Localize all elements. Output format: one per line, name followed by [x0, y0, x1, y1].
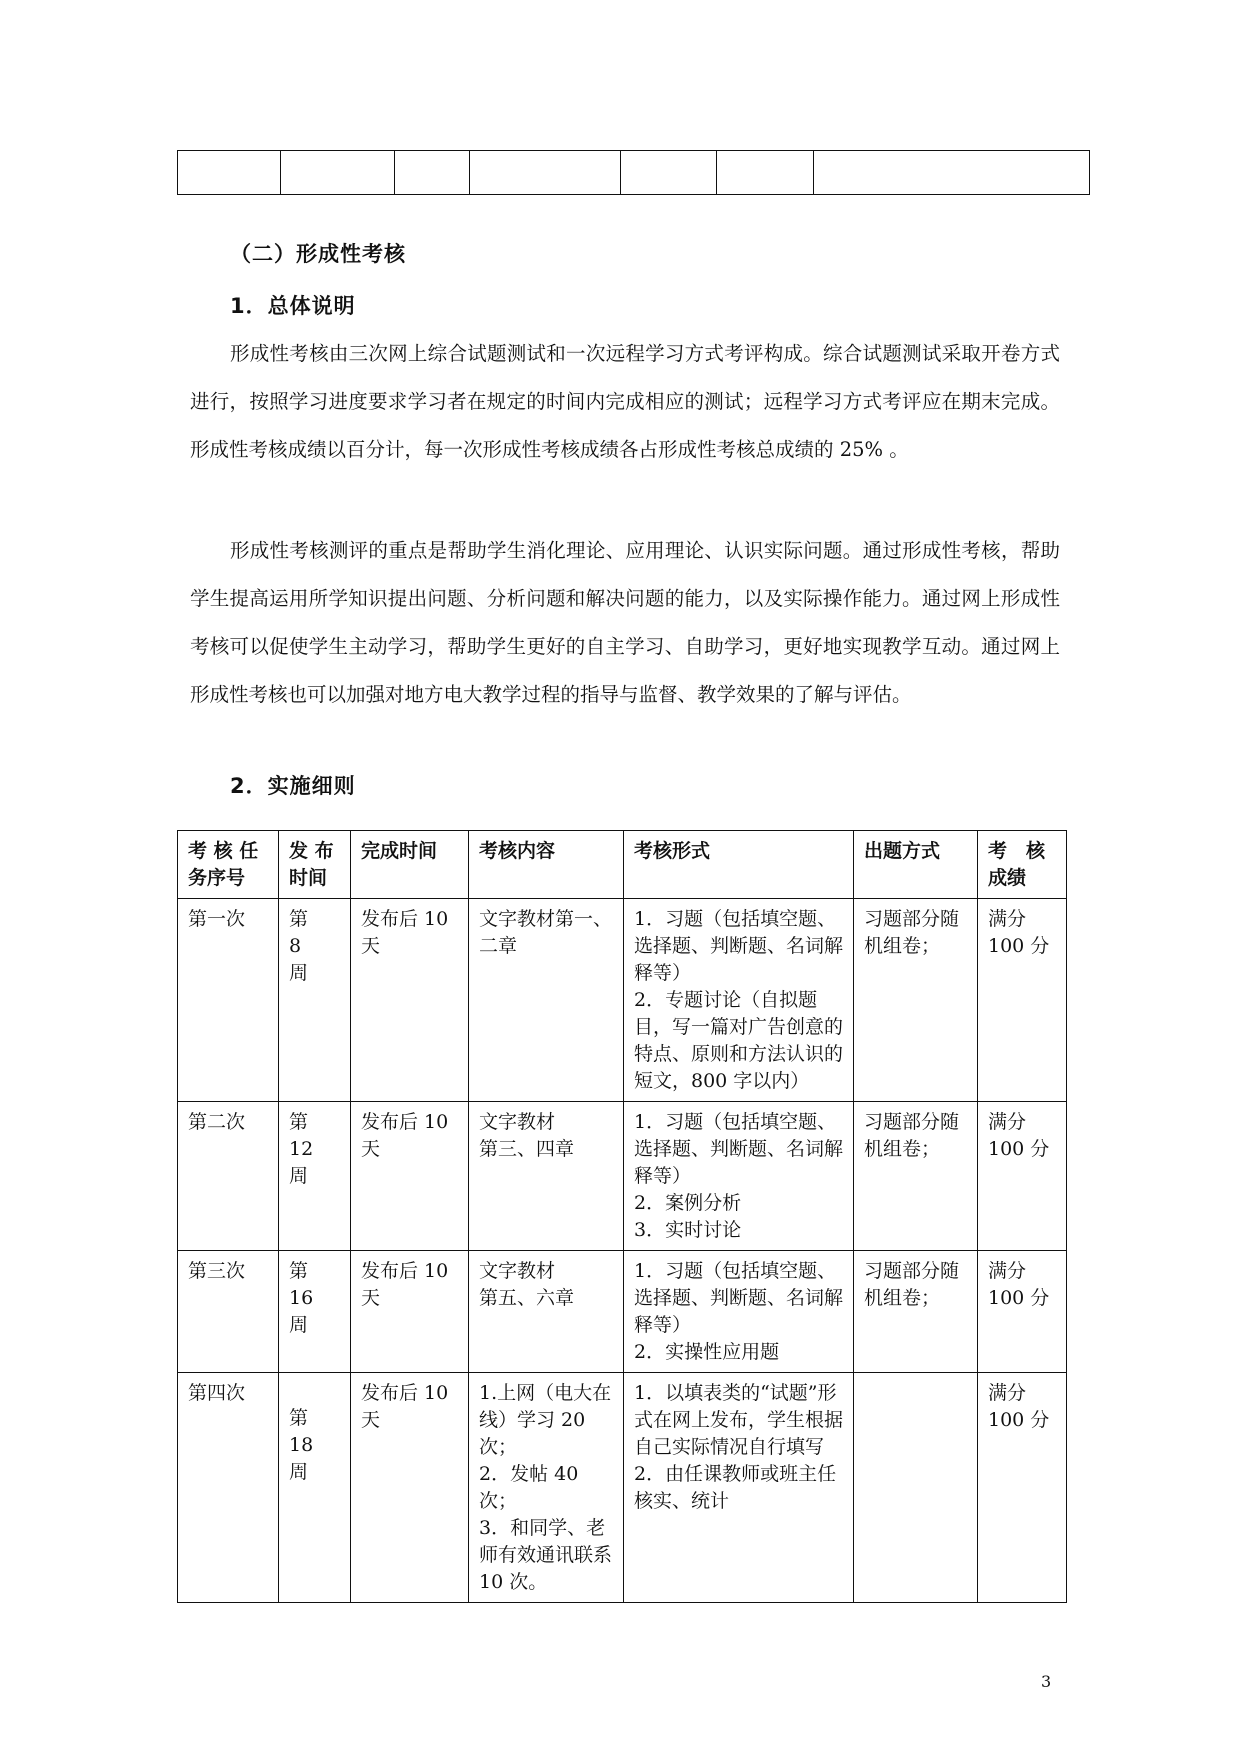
cell-seq: 第一次 — [178, 899, 279, 1102]
cell-deadline: 发布后 10 天 — [351, 1373, 469, 1603]
cell-content — [469, 1251, 624, 1373]
cell-method: 习题部分随机组卷； — [854, 1251, 978, 1373]
cell-content-line: 文字教材第一、二章 — [479, 908, 613, 957]
subsection-title-rules: 2．实施细则 — [230, 774, 356, 798]
cell-score: 满分 100 分 — [978, 1102, 1067, 1251]
cell-seq: 第四次 — [178, 1373, 279, 1603]
cell-form-line: 3．实时讨论 — [634, 1219, 742, 1241]
cell-publish-line: 周 — [289, 1461, 309, 1483]
cell-form — [624, 1251, 854, 1373]
paragraph-overview: 形成性考核由三次网上综合试题测试和一次远程学习方式考评构成。综合试题测试采取开卷方式进行，按照学习进度要求学习者在规定的时间内完成相应的测试；远程学习方式考评应在期末完成。形成性考核成绩以百分计，每一次形成性考核成绩各占形成性考核总成绩的 25% 。 — [190, 342, 1060, 461]
table-row — [178, 1102, 1067, 1251]
cell-form-line: 2．实操性应用题 — [634, 1341, 780, 1363]
cell-method — [854, 1373, 978, 1603]
section-title: （二）形成性考核 — [230, 242, 406, 266]
cell-form-line: 1．习题（包括填空题、选择题、判断题、名词解释等） — [634, 908, 844, 984]
cell-form-line: 2．专题讨论（自拟题目，写一篇对广告创意的特点、原则和方法认识的短文，800 字以内） — [634, 989, 844, 1092]
table-cell — [717, 151, 814, 195]
table-row — [178, 899, 1067, 1102]
cell-publish-line: 周 — [289, 1165, 309, 1187]
table-row — [178, 151, 1090, 195]
page-number: 3 — [1041, 1672, 1052, 1691]
column-header: 考核形式 — [624, 831, 854, 899]
subsection-title-overview: 1．总体说明 — [230, 294, 356, 318]
cell-seq: 第三次 — [178, 1251, 279, 1373]
assessment-table — [177, 830, 1067, 1603]
cell-form-line: 2．案例分析 — [634, 1192, 742, 1214]
cell-publish — [279, 899, 351, 1102]
cell-deadline: 发布后 10 天 — [351, 1251, 469, 1373]
cell-deadline: 发布后 10 天 — [351, 1102, 469, 1251]
cell-score: 满分 100 分 — [978, 899, 1067, 1102]
cell-content-line: 2．发帖 40 次； — [479, 1463, 579, 1512]
table-cell — [281, 151, 395, 195]
cell-form-line: 1．以填表类的“试题”形式在网上发布，学生根据自己实际情况自行填写 — [634, 1382, 844, 1458]
cell-publish-line: 18 — [289, 1434, 314, 1456]
cell-deadline: 发布后 10 天 — [351, 899, 469, 1102]
paragraph-focus: 形成性考核测评的重点是帮助学生消化理论、应用理论、认识实际问题。通过形成性考核，帮助学生提高运用所学知识提出问题、分析问题和解决问题的能力，以及实际操作能力。通过网上形成性考核可以促使学生主动学习，帮助学生更好的自主学习、自助学习，更好地实现教学互动。通过网上形成性考核也可以加强对地方电大教学过程的指导与监督、教学效果的了解与评估。 — [190, 539, 1060, 706]
table-row — [178, 1251, 1067, 1373]
table-cell — [470, 151, 621, 195]
column-header: 发 布时间 — [279, 831, 351, 899]
cell-content — [469, 1373, 624, 1603]
cell-content-line: 1.上网（电大在线）学习 20 次； — [479, 1382, 612, 1458]
cell-form-line: 1．习题（包括填空题、选择题、判断题、名词解释等） — [634, 1111, 844, 1187]
cell-publish-line: 第 — [289, 1407, 309, 1429]
table-header-row — [178, 831, 1067, 899]
cell-content-line: 3．和同学、老师有效通讯联系 10 次。 — [479, 1517, 613, 1593]
cell-content-line: 文字教材 — [479, 1260, 556, 1282]
cell-publish-line: 周 — [289, 1314, 309, 1336]
table-body — [178, 899, 1067, 1603]
cell-content-line: 文字教材 — [479, 1111, 556, 1133]
cell-form-line: 1．习题（包括填空题、选择题、判断题、名词解释等） — [634, 1260, 844, 1336]
cell-publish-line: 8 — [289, 935, 302, 957]
cell-publish-line: 第 — [289, 1111, 309, 1133]
column-header: 出题方式 — [854, 831, 978, 899]
column-header: 完成时间 — [351, 831, 469, 899]
cell-publish-line: 16 — [289, 1287, 314, 1309]
cell-form — [624, 899, 854, 1102]
cell-method: 习题部分随机组卷； — [854, 1102, 978, 1251]
column-header: 考 核 任务序号 — [178, 831, 279, 899]
cell-publish-line: 第 — [289, 1260, 309, 1282]
cell-form — [624, 1102, 854, 1251]
cell-publish-line: 第 — [289, 908, 309, 930]
cell-score: 满分 100 分 — [978, 1251, 1067, 1373]
table-cell — [395, 151, 470, 195]
cell-score: 满分 100 分 — [978, 1373, 1067, 1603]
cell-content-line: 第五、六章 — [479, 1287, 575, 1309]
table-cell — [178, 151, 281, 195]
cell-publish — [279, 1102, 351, 1251]
table-cell — [814, 151, 1090, 195]
cell-publish-line: 12 — [289, 1138, 314, 1160]
cell-content — [469, 899, 624, 1102]
cell-method: 习题部分随机组卷； — [854, 899, 978, 1102]
top-table-fragment — [177, 150, 1090, 195]
column-header: 考 核成绩 — [978, 831, 1067, 899]
table-cell — [621, 151, 717, 195]
column-header: 考核内容 — [469, 831, 624, 899]
cell-publish-line: 周 — [289, 962, 309, 984]
cell-content — [469, 1102, 624, 1251]
cell-form — [624, 1373, 854, 1603]
cell-form-line: 2．由任课教师或班主任核实、统计 — [634, 1463, 837, 1512]
table-row — [178, 1373, 1067, 1603]
cell-seq: 第二次 — [178, 1102, 279, 1251]
cell-publish — [279, 1373, 351, 1603]
cell-publish — [279, 1251, 351, 1373]
cell-content-line: 第三、四章 — [479, 1138, 575, 1160]
